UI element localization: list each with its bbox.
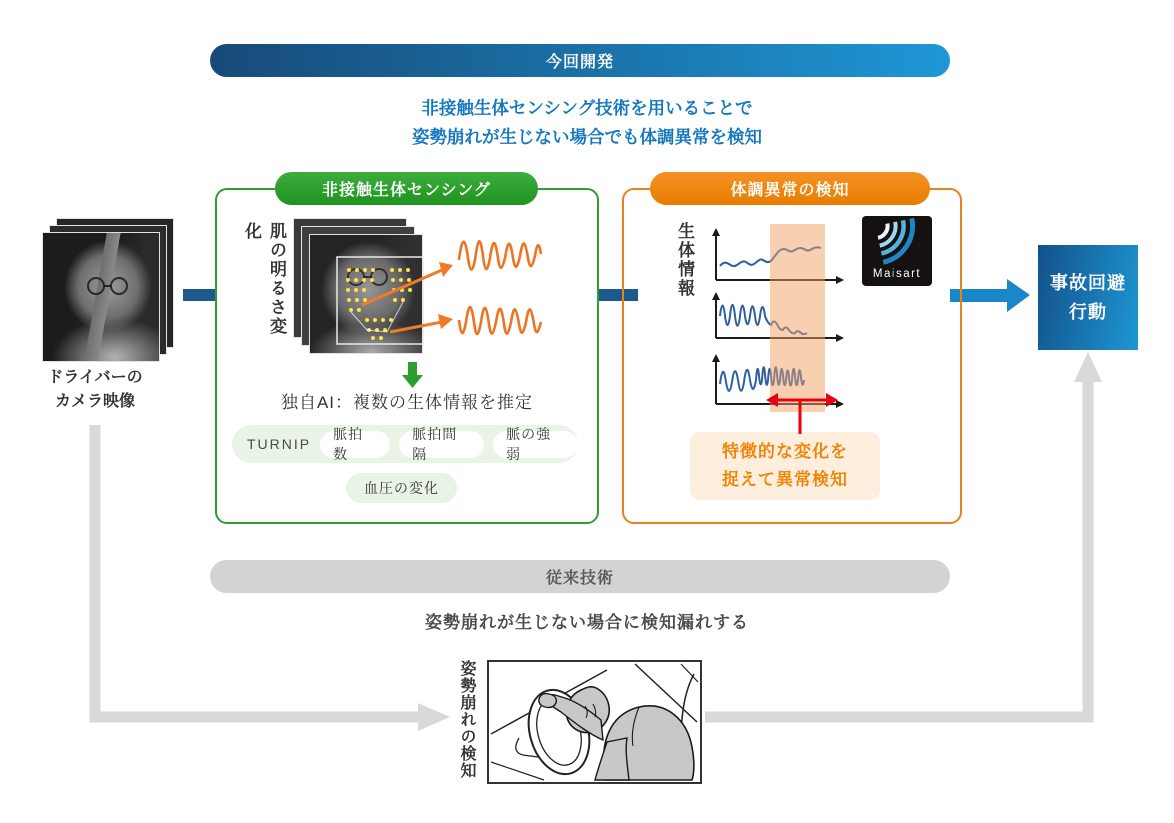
vital-chart-2 (706, 290, 846, 346)
posture-detection-label: 姿勢崩れの検知 (458, 660, 475, 779)
blue-arrowhead-icon (1007, 279, 1030, 312)
left-arrowhead-icon (418, 703, 450, 731)
turnip-label: TURNIP (247, 436, 312, 452)
accident-avoidance-box (1038, 245, 1138, 350)
logo-part1: Ma (872, 268, 892, 280)
mesh-outline (351, 302, 403, 332)
sensing-panel-title-label: 非接触生体センシング (322, 182, 491, 199)
anomaly-note-line1: 特徴的な変化を (722, 442, 848, 461)
waveform-1 (459, 241, 541, 269)
slumped-driver-illustration (489, 662, 700, 782)
change-span-arrow (762, 390, 842, 434)
action-box-line1: 事故回避 (1050, 272, 1126, 293)
anomaly-note-line2: 捉えて異常検知 (722, 470, 848, 489)
action-box-line2: 行動 (1069, 301, 1107, 322)
developed-heading-line1: 非接触生体センシング技術を用いることで (421, 98, 753, 118)
sensing-panel (215, 182, 599, 524)
developed-banner-label: 今回開発 (545, 54, 614, 71)
developed-heading-line2: 姿勢崩れが生じない場合でも体調異常を検知 (412, 127, 762, 147)
connector-driver-to-sensing (183, 289, 215, 301)
detection-panel (622, 182, 962, 524)
logo-part2: i (891, 268, 896, 280)
anomaly-note-box (690, 432, 880, 500)
driver-caption-line2: カメラ映像 (54, 393, 135, 410)
vital-chart-1 (706, 226, 846, 288)
green-down-arrow-icon (402, 362, 423, 388)
sensing-graphics (217, 190, 593, 518)
skin-brightness-label: 肌の明るさ変化 (242, 222, 286, 336)
vital-signal-label: 生体情報 (675, 222, 694, 298)
detection-panel-title (650, 172, 930, 205)
tag-pulse-interval: 脈拍間隔 (399, 431, 484, 458)
logo-part3: sart (895, 268, 922, 280)
waveform-2 (459, 307, 541, 334)
tag-blood-pressure: 血圧の変化 (346, 473, 457, 503)
posture-illustration-frame (487, 660, 702, 784)
left-cheek-mesh (346, 268, 375, 312)
conventional-banner-label: 従来技術 (545, 570, 614, 587)
driver-caption-line1: ドライバーの (47, 369, 143, 386)
maisart-logo-text (862, 268, 932, 280)
tag-pulse-rate: 脈拍数 (320, 431, 390, 458)
maisart-logo (862, 216, 932, 286)
up-arrowhead-icon (1074, 352, 1102, 382)
ai-caption: 独自AI：複数の生体情報を推定 (280, 393, 534, 412)
conventional-caption: 姿勢崩れが生じない場合に検知漏れする (425, 613, 749, 632)
detection-panel-title-label: 体調異常の検知 (730, 182, 850, 199)
signal-arrow-2 (390, 314, 453, 332)
tag-pulse-strength: 脈の強弱 (493, 431, 578, 458)
